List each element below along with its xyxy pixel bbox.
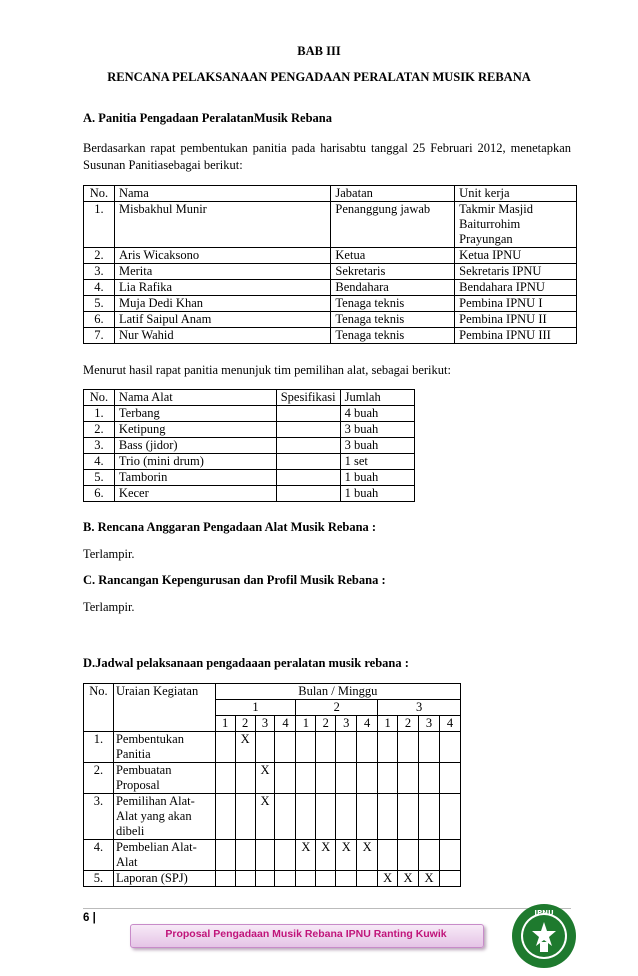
logo-text: IPNU bbox=[534, 909, 554, 917]
schedule-mark bbox=[336, 794, 357, 840]
schedule-mark bbox=[255, 732, 275, 763]
committee-unit: Pembina IPNU III bbox=[455, 328, 577, 344]
tool-name: Kecer bbox=[114, 486, 276, 502]
tool-quantity: 1 set bbox=[340, 454, 414, 470]
schedule-mark bbox=[316, 794, 336, 840]
schedule-mark bbox=[378, 763, 398, 794]
committee-unit-line: Baiturrohim bbox=[459, 217, 521, 231]
committee-position: Tenaga teknis bbox=[331, 296, 455, 312]
page-number: 6 | bbox=[83, 912, 96, 924]
committee-header-row bbox=[84, 186, 577, 202]
committee-position: Penanggung jawab bbox=[331, 202, 455, 248]
tool-quantity: 3 buah bbox=[340, 438, 414, 454]
footer-divider bbox=[83, 908, 571, 909]
schedule-mark bbox=[419, 732, 440, 763]
schedule-mark: X bbox=[336, 840, 357, 871]
tool-no: 4. bbox=[84, 454, 115, 470]
activity-no: 3. bbox=[84, 794, 114, 840]
committee-position: Tenaga teknis bbox=[331, 328, 455, 344]
tools-row bbox=[84, 486, 415, 502]
committee-position: Sekretaris bbox=[331, 264, 455, 280]
schedule-mark bbox=[439, 840, 460, 871]
section-b-title: B. Rencana Anggaran Pengadaan Alat Musik Rebana : bbox=[83, 520, 377, 534]
schedule-mark: X bbox=[296, 840, 316, 871]
section-a-paragraph-line1: Berdasarkan rapat pembentukan panitia pada harisabtu tanggal 25 Februari 2012, menetapkan bbox=[83, 141, 571, 155]
schedule-header-row bbox=[84, 684, 461, 700]
month-header: 1 bbox=[215, 700, 296, 716]
week-header: 4 bbox=[357, 716, 378, 732]
activity-line: Pembentukan bbox=[115, 732, 184, 746]
committee-table bbox=[83, 185, 577, 344]
header-no: No. bbox=[84, 186, 115, 202]
schedule-mark bbox=[255, 871, 275, 887]
schedule-mark bbox=[275, 794, 296, 840]
schedule-mark bbox=[378, 794, 398, 840]
schedule-mark bbox=[235, 840, 255, 871]
header-no: No. bbox=[84, 390, 115, 406]
committee-no: 7. bbox=[84, 328, 115, 344]
schedule-mark bbox=[296, 794, 316, 840]
committee-position: Tenaga teknis bbox=[331, 312, 455, 328]
schedule-mark bbox=[439, 732, 460, 763]
committee-name: Lia Rafika bbox=[114, 280, 330, 296]
tool-no: 3. bbox=[84, 438, 115, 454]
schedule-mark: X bbox=[316, 840, 336, 871]
schedule-mark bbox=[316, 732, 336, 763]
tools-row bbox=[84, 406, 415, 422]
tool-name: Bass (jidor) bbox=[114, 438, 276, 454]
committee-row bbox=[84, 202, 577, 248]
committee-name: Merita bbox=[114, 264, 330, 280]
schedule-row bbox=[84, 763, 461, 794]
activity-description bbox=[113, 763, 215, 794]
activity-line: Pembuatan bbox=[115, 763, 172, 777]
committee-row bbox=[84, 296, 577, 312]
header-period: Bulan / Minggu bbox=[215, 684, 460, 700]
schedule-mark bbox=[215, 871, 235, 887]
tool-name: Terbang bbox=[114, 406, 276, 422]
activity-no: 4. bbox=[84, 840, 114, 871]
tool-name: Tamborin bbox=[114, 470, 276, 486]
tools-row bbox=[84, 422, 415, 438]
schedule-mark bbox=[336, 763, 357, 794]
schedule-mark bbox=[296, 871, 316, 887]
schedule-mark bbox=[275, 732, 296, 763]
committee-unit: Pembina IPNU I bbox=[455, 296, 577, 312]
schedule-row bbox=[84, 840, 461, 871]
schedule-mark bbox=[357, 794, 378, 840]
schedule-mark bbox=[215, 732, 235, 763]
activity-no: 2. bbox=[84, 763, 114, 794]
schedule-mark: X bbox=[378, 871, 398, 887]
committee-unit-line: Prayungan bbox=[459, 232, 513, 246]
committee-no: 2. bbox=[84, 248, 115, 264]
schedule-table bbox=[83, 683, 461, 887]
committee-row bbox=[84, 328, 577, 344]
section-c-body: Terlampir. bbox=[83, 600, 135, 614]
week-header: 1 bbox=[296, 716, 316, 732]
schedule-mark: X bbox=[357, 840, 378, 871]
tool-spec bbox=[276, 486, 340, 502]
header-unit-kerja: Unit kerja bbox=[455, 186, 577, 202]
schedule-mark bbox=[378, 840, 398, 871]
activity-no: 5. bbox=[84, 871, 114, 887]
schedule-mark bbox=[316, 871, 336, 887]
activity-line: Pembelian Alat- bbox=[115, 840, 197, 854]
tool-quantity: 1 buah bbox=[340, 486, 414, 502]
activity-description bbox=[113, 794, 215, 840]
committee-unit: Sekretaris IPNU bbox=[455, 264, 577, 280]
schedule-mark bbox=[215, 794, 235, 840]
activity-line: Laporan (SPJ) bbox=[115, 871, 188, 885]
tools-table bbox=[83, 389, 415, 502]
schedule-mark bbox=[357, 732, 378, 763]
activity-line: dibeli bbox=[115, 824, 145, 838]
tool-spec bbox=[276, 470, 340, 486]
activity-description bbox=[113, 840, 215, 871]
week-header: 2 bbox=[235, 716, 255, 732]
month-header: 3 bbox=[378, 700, 461, 716]
committee-unit: Ketua IPNU bbox=[455, 248, 577, 264]
week-header: 1 bbox=[215, 716, 235, 732]
committee-row bbox=[84, 312, 577, 328]
tool-quantity: 1 buah bbox=[340, 470, 414, 486]
tool-spec bbox=[276, 406, 340, 422]
schedule-mark: X bbox=[235, 732, 255, 763]
committee-unit: Bendahara IPNU bbox=[455, 280, 577, 296]
schedule-mark bbox=[419, 794, 440, 840]
month-header: 2 bbox=[296, 700, 378, 716]
committee-no: 1. bbox=[84, 202, 115, 248]
committee-name: Aris Wicaksono bbox=[114, 248, 330, 264]
activity-no: 1. bbox=[84, 732, 114, 763]
ipnu-logo-icon bbox=[510, 902, 578, 970]
schedule-mark bbox=[255, 840, 275, 871]
activity-line: Proposal bbox=[115, 778, 160, 792]
schedule-row bbox=[84, 794, 461, 840]
committee-name: Muja Dedi Khan bbox=[114, 296, 330, 312]
schedule-mark: X bbox=[255, 794, 275, 840]
schedule-mark bbox=[215, 840, 235, 871]
tools-row bbox=[84, 470, 415, 486]
schedule-mark bbox=[398, 763, 419, 794]
tool-quantity: 4 buah bbox=[340, 406, 414, 422]
schedule-mark bbox=[378, 732, 398, 763]
schedule-mark bbox=[275, 840, 296, 871]
committee-position: Ketua bbox=[331, 248, 455, 264]
schedule-mark bbox=[357, 871, 378, 887]
committee-no: 3. bbox=[84, 264, 115, 280]
committee-row bbox=[84, 248, 577, 264]
tool-name: Ketipung bbox=[114, 422, 276, 438]
tool-spec bbox=[276, 454, 340, 470]
schedule-mark: X bbox=[255, 763, 275, 794]
committee-unit-line: Takmir Masjid bbox=[459, 202, 533, 216]
tool-spec bbox=[276, 422, 340, 438]
activity-line: Pemilihan Alat- bbox=[115, 794, 195, 808]
activity-line: Alat yang akan bbox=[115, 809, 192, 823]
tools-intro: Menurut hasil rapat panitia menunjuk tim pemilihan alat, sebagai berikut: bbox=[83, 363, 451, 377]
committee-no: 6. bbox=[84, 312, 115, 328]
week-header: 2 bbox=[398, 716, 419, 732]
section-a-paragraph-line2: Susunan Panitiasebagai berikut: bbox=[83, 158, 243, 172]
committee-row bbox=[84, 264, 577, 280]
committee-no: 5. bbox=[84, 296, 115, 312]
week-header: 3 bbox=[419, 716, 440, 732]
committee-name: Nur Wahid bbox=[114, 328, 330, 344]
activity-description bbox=[113, 871, 215, 887]
header-jumlah: Jumlah bbox=[340, 390, 414, 406]
tool-no: 2. bbox=[84, 422, 115, 438]
header-jabatan: Jabatan bbox=[331, 186, 455, 202]
header-nama: Nama bbox=[114, 186, 330, 202]
schedule-mark bbox=[419, 763, 440, 794]
schedule-mark bbox=[275, 763, 296, 794]
committee-name: Misbakhul Munir bbox=[114, 202, 330, 248]
schedule-mark bbox=[398, 732, 419, 763]
schedule-mark bbox=[215, 763, 235, 794]
schedule-mark bbox=[296, 763, 316, 794]
week-header: 4 bbox=[439, 716, 460, 732]
chapter-heading: BAB III bbox=[297, 44, 341, 58]
schedule-mark: X bbox=[398, 871, 419, 887]
tools-row bbox=[84, 454, 415, 470]
schedule-mark bbox=[235, 763, 255, 794]
header-no: No. bbox=[84, 684, 114, 732]
week-header: 4 bbox=[275, 716, 296, 732]
tool-no: 5. bbox=[84, 470, 115, 486]
activity-line: Alat bbox=[115, 855, 138, 869]
tool-spec bbox=[276, 438, 340, 454]
committee-position: Bendahara bbox=[331, 280, 455, 296]
schedule-mark bbox=[439, 871, 460, 887]
tools-header-row bbox=[84, 390, 415, 406]
tool-quantity: 3 buah bbox=[340, 422, 414, 438]
schedule-mark bbox=[398, 840, 419, 871]
schedule-mark bbox=[439, 794, 460, 840]
section-b-body: Terlampir. bbox=[83, 547, 135, 561]
header-nama-alat: Nama Alat bbox=[114, 390, 276, 406]
schedule-mark bbox=[398, 794, 419, 840]
tools-row bbox=[84, 438, 415, 454]
schedule-mark bbox=[419, 840, 440, 871]
schedule-mark: X bbox=[419, 871, 440, 887]
header-activity: Uraian Kegiatan bbox=[113, 684, 215, 732]
schedule-mark bbox=[316, 763, 336, 794]
week-header: 3 bbox=[336, 716, 357, 732]
schedule-mark bbox=[336, 871, 357, 887]
schedule-mark bbox=[296, 732, 316, 763]
committee-unit bbox=[455, 202, 577, 248]
tool-name: Trio (mini drum) bbox=[114, 454, 276, 470]
section-d-title: D.Jadwal pelaksanaan pengadaaan peralatan musik rebana : bbox=[83, 656, 409, 670]
activity-description bbox=[113, 732, 215, 763]
schedule-row bbox=[84, 871, 461, 887]
header-spesifikasi: Spesifikasi bbox=[276, 390, 340, 406]
schedule-mark bbox=[439, 763, 460, 794]
activity-line: Panitia bbox=[115, 747, 151, 761]
committee-row bbox=[84, 280, 577, 296]
section-c-title: C. Rancangan Kepengurusan dan Profil Musik Rebana : bbox=[83, 573, 386, 587]
schedule-mark bbox=[336, 732, 357, 763]
committee-name: Latif Saipul Anam bbox=[114, 312, 330, 328]
schedule-mark bbox=[235, 794, 255, 840]
committee-unit: Pembina IPNU II bbox=[455, 312, 577, 328]
week-header: 1 bbox=[378, 716, 398, 732]
chapter-title: RENCANA PELAKSANAAN PENGADAAN PERALATAN MUSIK REBANA bbox=[107, 70, 531, 84]
section-a-title: A. Panitia Pengadaan PeralatanMusik Rebana bbox=[83, 111, 332, 125]
schedule-row bbox=[84, 732, 461, 763]
week-header: 2 bbox=[316, 716, 336, 732]
committee-no: 4. bbox=[84, 280, 115, 296]
tool-no: 6. bbox=[84, 486, 115, 502]
schedule-mark bbox=[235, 871, 255, 887]
tool-no: 1. bbox=[84, 406, 115, 422]
week-header: 3 bbox=[255, 716, 275, 732]
schedule-mark bbox=[275, 871, 296, 887]
footer-text: Proposal Pengadaan Musik Rebana IPNU Ranting Kuwik bbox=[165, 928, 447, 940]
schedule-mark bbox=[357, 763, 378, 794]
